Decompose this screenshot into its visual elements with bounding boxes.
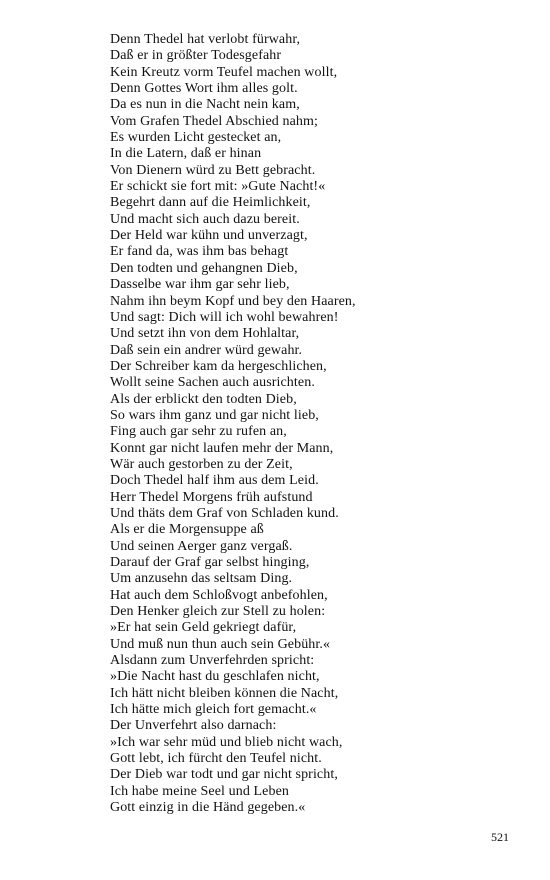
poem-line: »Ich war sehr müd und blieb nicht wach,: [110, 734, 343, 750]
poem-line: Der Dieb war todt und gar nicht spricht,: [110, 767, 338, 783]
poem-line: Er schickt sie fort mit: »Gute Nacht!«: [110, 179, 326, 195]
poem-line: Vom Grafen Thedel Abschied nahm;: [110, 113, 318, 129]
poem-line: Wär auch gestorben zu der Zeit,: [110, 456, 293, 472]
poem-line: Er fand da, was ihm bas behagt: [110, 244, 289, 260]
poem-line: »Die Nacht hast du geschlafen nicht,: [110, 669, 320, 685]
poem-line: Alsdann zum Unverfehrden spricht:: [110, 653, 315, 669]
poem-line: Und setzt ihn von dem Hohlaltar,: [110, 326, 300, 342]
poem-line: Der Unverfehrt also darnach:: [110, 718, 277, 734]
poem-line: Begehrt dann auf die Heimlichkeit,: [110, 195, 311, 211]
poem-line: Konnt gar nicht laufen mehr der Mann,: [110, 440, 334, 456]
poem-line: Da es nun in die Nacht nein kam,: [110, 97, 300, 113]
poem-line: Denn Thedel hat verlobt fürwahr,: [110, 32, 301, 47]
poem-line: Kein Kreutz vorm Teufel machen wollt,: [110, 64, 338, 80]
poem-line: Gott lebt, ich fürcht den Teufel nicht.: [110, 751, 322, 767]
poem-line: Als er die Morgensuppe aß: [110, 522, 264, 538]
poem-line: Und seinen Aerger ganz vergaß.: [110, 538, 293, 554]
poem-line: In die Latern, daß er hinan: [110, 146, 262, 162]
poem-text: [110, 32, 356, 817]
poem-line: Denn Gottes Wort ihm alles golt.: [110, 81, 298, 97]
poem-line: Ich hätt nicht bleiben können die Nacht,: [110, 685, 339, 701]
poem-line: Den Henker gleich zur Stell zu holen:: [110, 604, 326, 620]
poem-line: Und sagt: Dich will ich wohl bewahren!: [110, 309, 339, 325]
poem-line: »Er hat sein Geld gekriegt dafür,: [110, 620, 297, 636]
poem-line: Dasselbe war ihm gar sehr lieb,: [110, 277, 290, 293]
poem-line: Doch Thedel half ihm aus dem Leid.: [110, 473, 319, 489]
poem-line: Und muß nun thun auch sein Gebühr.«: [110, 636, 331, 652]
poem-line: Daß er in größter Todesgefahr: [110, 48, 282, 64]
poem-line: Und macht sich auch dazu bereit.: [110, 211, 300, 227]
page-number: 521: [491, 830, 509, 844]
poem-line: Wollt seine Sachen auch ausrichten.: [110, 375, 315, 391]
poem-line: So wars ihm ganz und gar nicht lieb,: [110, 407, 319, 423]
poem-line: Und thäts dem Graf von Schladen kund.: [110, 505, 339, 521]
poem-line: Von Dienern würd zu Bett gebracht.: [110, 162, 316, 178]
poem-line: Herr Thedel Morgens früh aufstund: [110, 489, 313, 505]
poem-line: Der Schreiber kam da hergeschlichen,: [110, 358, 327, 374]
poem-line: Der Held war kühn und unverzagt,: [110, 228, 308, 244]
poem-line: Nahm ihn beym Kopf und bey den Haaren,: [110, 293, 356, 309]
poem-line: Um anzusehn das seltsam Ding.: [110, 571, 293, 587]
poem-line: Gott einzig in die Händ gegeben.«: [110, 800, 306, 816]
poem-line: Hat auch dem Schloßvogt anbefohlen,: [110, 587, 328, 603]
poem-line: Den todten und gehangnen Dieb,: [110, 260, 298, 276]
poem-line: Ich habe meine Seel und Leben: [110, 783, 289, 799]
poem-line: Als der erblickt den todten Dieb,: [110, 391, 297, 407]
poem-line: Darauf der Graf gar selbst hinging,: [110, 555, 310, 570]
poem-line: Ich hätte mich gleich fort gemacht.«: [110, 702, 317, 718]
poem-line: Es wurden Licht gestecket an,: [110, 130, 282, 146]
poem-line: Fing auch gar sehr zu rufen an,: [110, 424, 287, 440]
poem-line: Daß sein ein andrer würd gewahr.: [110, 342, 303, 358]
